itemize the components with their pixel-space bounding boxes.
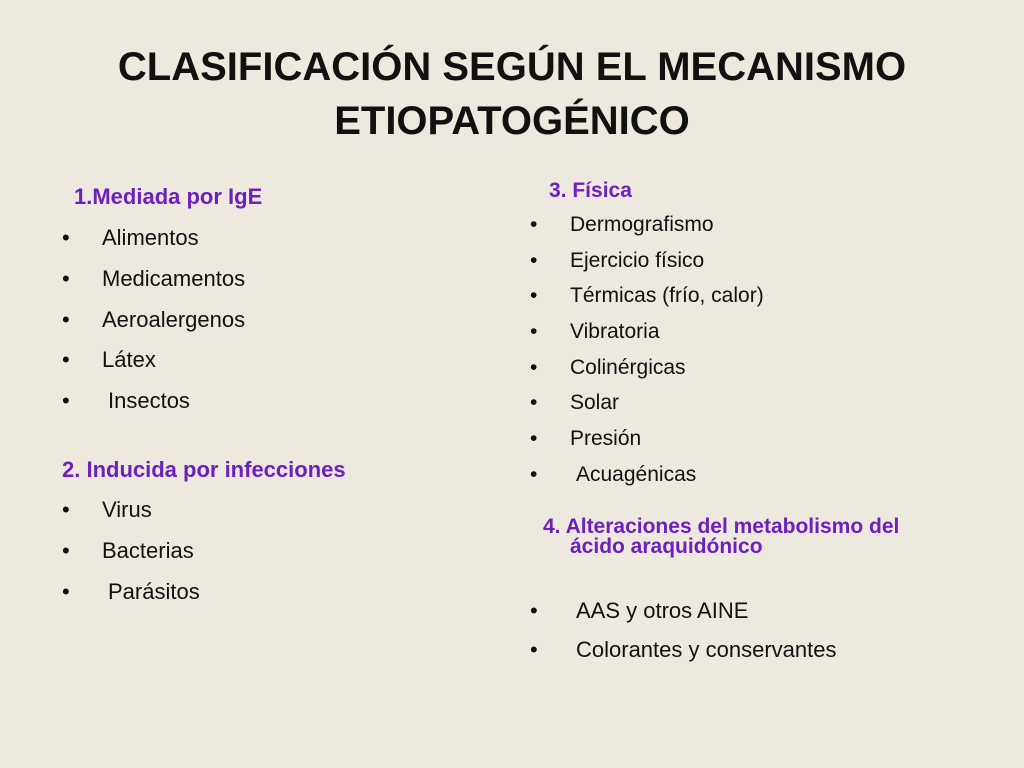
list-item: • Bacterias [62, 537, 194, 563]
section-heading-metabolismo-line-1: 4. Alteraciones del metabolismo del [543, 515, 900, 538]
bullet-icon: • [530, 284, 538, 308]
section-heading-metabolismo-line-2: ácido araquidónico [570, 535, 763, 558]
bullet-icon: • [62, 347, 70, 373]
bullet-icon: • [530, 213, 538, 236]
list-item: • Solar [530, 391, 620, 415]
bullet-icon: • [62, 306, 70, 332]
list-item: • Ejercicio físico [530, 248, 705, 272]
list-item: • Acuagénicas [530, 462, 697, 486]
bullet-icon: • [62, 265, 70, 291]
bullet-icon: • [530, 637, 538, 662]
list-item: • Térmicas (frío, calor) [530, 284, 764, 308]
bullet-icon: • [530, 391, 538, 415]
list-item: • Dermografismo [530, 213, 714, 236]
bullet-icon: • [530, 427, 538, 451]
bullet-icon: • [530, 598, 538, 623]
section-heading-fisica: 3. Física [549, 179, 632, 202]
slide-title [0, 40, 1024, 148]
bullet-icon: • [62, 225, 70, 250]
list-item: • Virus [62, 497, 152, 522]
list-item: • Presión [530, 427, 642, 451]
infecciones-list [62, 498, 362, 620]
bullet-icon: • [62, 537, 70, 563]
bullet-icon: • [62, 388, 70, 414]
list-item: • AAS y otros AINE [530, 598, 749, 623]
list-item: • Alimentos [62, 225, 199, 250]
list-item: • Colorantes y conservantes [530, 637, 837, 662]
list-item: • Látex [62, 347, 156, 373]
list-item: • Insectos [62, 388, 190, 414]
bullet-icon: • [530, 355, 538, 379]
list-item: • Aeroalergenos [62, 306, 246, 332]
bullet-icon: • [62, 497, 70, 522]
bullet-icon: • [530, 320, 538, 344]
slide-title-line-2: ETIOPATOGÉNICO [334, 99, 690, 143]
list-item: • Colinérgicas [530, 355, 686, 379]
section-heading-ige: 1.Mediada por IgE [74, 184, 263, 209]
metabolismo-list [530, 599, 970, 677]
bullet-icon: • [530, 462, 538, 486]
list-item: • Parásitos [62, 578, 200, 604]
section-heading-metabolismo [543, 517, 899, 557]
fisica-list [530, 213, 950, 499]
bullet-icon: • [530, 248, 538, 272]
list-item: • Vibratoria [530, 320, 660, 344]
ige-list [62, 226, 362, 430]
bullet-icon: • [62, 578, 70, 604]
list-item: • Medicamentos [62, 265, 246, 291]
slide-title-line-1: CLASIFICACIÓN SEGÚN EL MECANISMO [117, 45, 907, 89]
section-heading-infecciones: 2. Inducida por infecciones [62, 457, 346, 482]
